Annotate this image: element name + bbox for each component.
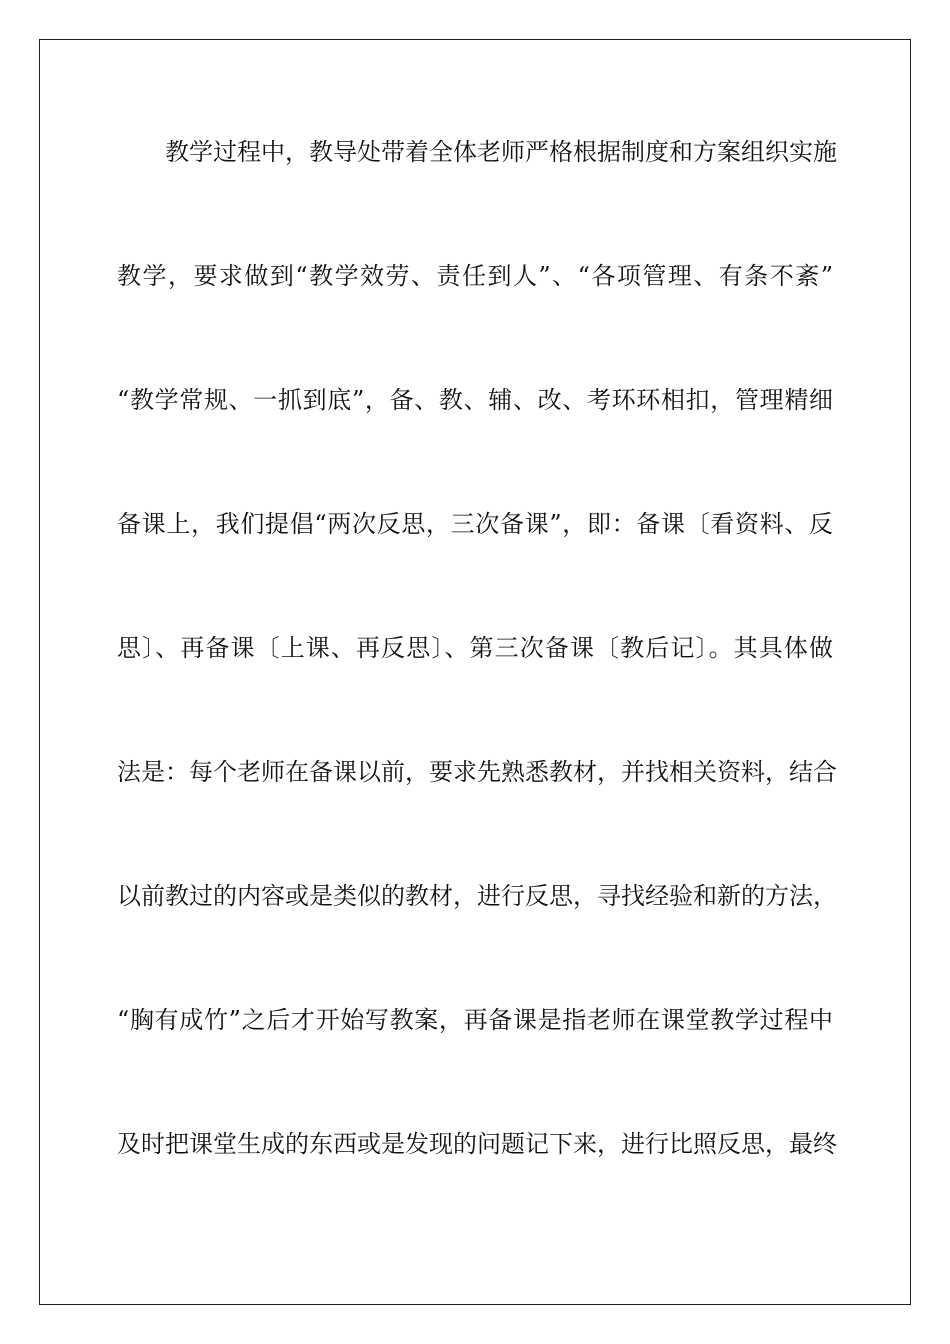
text-line: 以前教过的内容或是类似的教材，进行反思，寻找经验和新的方法， <box>117 882 837 910</box>
text-line: “教学常规、一抓到底”，备、教、辅、改、考环环相扣，管理精细 <box>117 386 833 414</box>
text-line: “胸有成竹”之后才开始写教案，再备课是指老师在课堂教学过程中 <box>117 1006 833 1034</box>
text-line: 及时把课堂生成的东西或是发现的问题记下来，进行比照反思，最终 <box>117 1130 837 1158</box>
text-line: 备课上，我们提倡“两次反思，三次备课”，即：备课〔看资料、反 <box>117 510 833 538</box>
text-line: 教学过程中，教导处带着全体老师严格根据制度和方案组织实施 <box>165 138 837 166</box>
text-line: 教学，要求做到“教学效劳、责任到人”、“各项管理、有条不紊” <box>117 262 833 290</box>
text-line: 思〕、再备课〔上课、再反思〕、第三次备课〔教后记〕。其具体做 <box>117 634 833 662</box>
text-line: 法是：每个老师在备课以前，要求先熟悉教材，并找相关资料，结合 <box>117 758 837 786</box>
page-frame <box>39 39 911 1305</box>
